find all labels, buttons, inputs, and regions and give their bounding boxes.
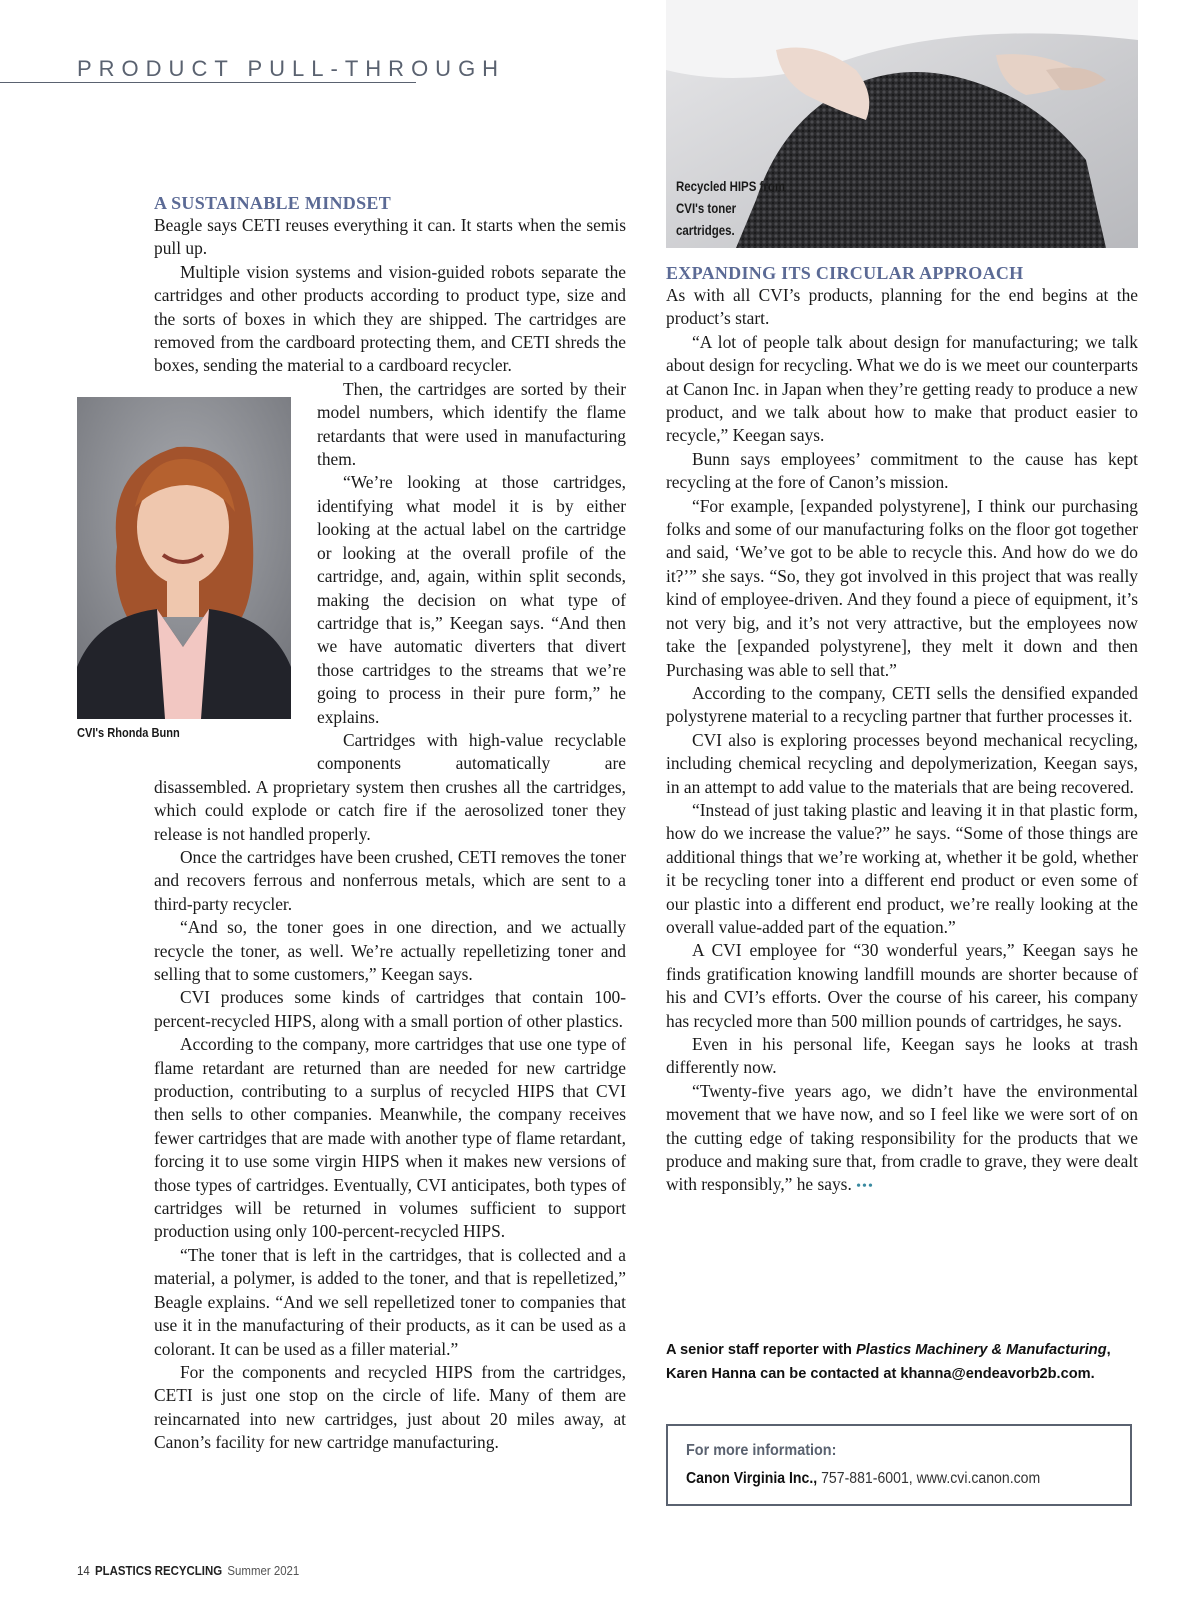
left-paragraph: “And so, the toner goes in one direction, and we actually recycle the toner, as well. We’re actually repelletizing toner and selling that to some customers,” Keegan says. xyxy=(154,917,626,984)
author-bio xyxy=(666,1338,1138,1386)
right-column xyxy=(666,262,1138,1199)
left-paragraph: Cartridges with high-value recyclable components automatically are disassembled. A proprietary system then crushes all the cartridges, which could explode or catch fire if the aerosolized toner they release is not handled properly. xyxy=(154,729,626,844)
left-paragraph: For the components and recycled HIPS from the cartridges, CETI is just one stop on the circle of life. Many of them are reincarnated into new cartridges, just about 20 miles away, at Canon’s facility for new cartridge manufacturing. xyxy=(154,1361,626,1453)
more-info-box xyxy=(666,1424,1132,1506)
section-label: PRODUCT PULL-THROUGH xyxy=(77,56,506,81)
right-paragraph-last xyxy=(666,1080,1138,1199)
left-paragraph: Once the cartridges have been crushed, CETI removes the toner and recovers ferrous and nonferrous metals, which are sent to a third-party recycler. xyxy=(154,846,626,914)
right-paragraph: As with all CVI’s products, planning for the end begins at the product’s start. xyxy=(666,285,1138,329)
info-title: For more information: xyxy=(686,1442,837,1459)
left-paragraph: Beagle says CETI reuses everything it can. It starts when the semis pull up. xyxy=(154,215,626,259)
right-paragraph: “A lot of people talk about design for manufacturing; we talk about design for recycling. What we do is we meet our counterparts at Canon Inc. in Japan when they’re getting ready to produce a new product, and we talk about how to make that product easier to recycle,” Keegan says. xyxy=(666,331,1138,446)
left-paragraph: CVI produces some kinds of cartridges that contain 100-percent-recycled HIPS, along with a small portion of other plastics. xyxy=(154,987,626,1031)
right-heading: EXPANDING ITS CIRCULAR APPROACH xyxy=(666,263,1024,283)
info-company: Canon Virginia Inc., xyxy=(686,1470,818,1487)
page-number: 14 xyxy=(77,1563,90,1578)
left-paragraph: According to the company, more cartridges that use one type of flame retardant are returned than are needed for new cartridge production, contributing to a surplus of recycled HIPS that CVI then sells to other companies. Meanwhile, the company receives fewer cartridges that are made with another type of flame retardant, forcing it to use some virgin HIPS when it makes new versions of those types of cartridges. Eventually, CVI anticipates, both types of cartridges will be returned in volumes sufficient to support production using only 100-percent-recycled HIPS. xyxy=(154,1034,626,1242)
left-paragraph: “We’re looking at those cartridges, identifying what model it is by either looking at the actual label on the cartridge or looking at the overall profile of the cartridge, and, again, within split seconds, making the decision on what type of cartridge that is,” Keegan says. “And then we have automatic diverters that divert those cartridges to the streams that we’re going to process in their pure form,” he explains. xyxy=(317,472,626,727)
right-paragraph: Even in his personal life, Keegan says he looks at trash differently now. xyxy=(666,1034,1138,1078)
right-paragraph: According to the company, CETI sells the densified expanded polystyrene material to a recycling partner that further processes it. xyxy=(666,682,1138,727)
left-heading: A SUSTAINABLE MINDSET xyxy=(154,193,392,213)
bio-publication: Plastics Machinery & Manufacturing xyxy=(856,1342,1107,1358)
right-paragraph: “Instead of just taking plastic and leaving it in that plastic form, how do we increase the value?” he says. “Some of those things are additional things that we’re working at, whether it be gold, whether it be recycling toner into a different end product or even some of our plastic into a different end product, we’re really looking at the overall value-added part of the equation.” xyxy=(666,799,1138,937)
bio-suffix: , Karen Hanna can be contacted at khanna@endeavorb2b.com. xyxy=(666,1342,1111,1382)
bunn-portrait-caption: CVI's Rhonda Bunn xyxy=(77,725,180,740)
right-paragraph: A CVI employee for “30 wonderful years,” Keegan says he finds gratification knowing landfill mounds are shorter because of his and CVI’s efforts. Over the course of his career, his company has recycled more than 500 million pounds of cartridges, he says. xyxy=(666,940,1138,1031)
right-paragraph-text: “Twenty-five years ago, we didn’t have the environmental movement that we have now, and so I feel like we were sort of on the cutting edge of taking responsibility for the products that we produce and making sure that, from cradle to grave, they were dealt with responsibly,” he says. xyxy=(666,1080,1138,1195)
left-paragraph: Then, the cartridges are sorted by their model numbers, which identify the flame retardants that were used in manufacturing them. xyxy=(317,378,626,470)
info-details: 757-881-6001, www.cvi.canon.com xyxy=(817,1470,1041,1487)
info-contact xyxy=(686,1470,1040,1488)
bio-prefix: A senior staff reporter with xyxy=(666,1342,857,1358)
section-rule xyxy=(0,82,416,83)
portrait-spacer xyxy=(154,378,317,762)
left-paragraph: Multiple vision systems and vision-guided robots separate the cartridges and other products according to product type, size and the sorts of boxes in which they are shipped. The cartridges are removed from the cardboard protecting them, and CETI shreds the boxes, sending the material to a cardboard recycler. xyxy=(154,261,626,376)
right-paragraph: Bunn says employees’ commitment to the cause has kept recycling at the fore of Canon’s mission. xyxy=(666,448,1138,493)
left-column xyxy=(154,192,626,1455)
end-mark: ••• xyxy=(856,1179,874,1195)
hips-photo-caption: Recycled HIPS from CVI's toner cartridges. xyxy=(676,179,786,238)
page-footer xyxy=(77,1563,299,1578)
footer-issue: Summer 2021 xyxy=(227,1563,300,1578)
right-paragraph: “For example, [expanded polystyrene], I think our purchasing folks and some of our manufacturing folks on the floor got together and said, ‘We’ve got to be able to recycle this. And how do we do it?’” she says. “So, they got involved in this project that was really kind of employee-driven. And they found a piece of equipment, it’s not very big, and it’s not very attractive, but the employees now take the [expanded polystyrene], they melt it down and then Purchasing was able to sell that.” xyxy=(666,495,1138,680)
right-paragraph: CVI also is exploring processes beyond mechanical recycling, including chemical recycling and depolymerization, Keegan says, in an attempt to add value to the materials that are being recovered. xyxy=(666,729,1138,797)
left-paragraph: “The toner that is left in the cartridges, that is collected and a material, a polymer, is added to the toner, and that is repelletized,” Beagle explains. “And we sell repelletized toner to companies that use it in the manufacturing of their products, as it can be used as a colorant. It can be used as a filler material.” xyxy=(154,1244,626,1359)
footer-publication: PLASTICS RECYCLING xyxy=(95,1563,223,1578)
